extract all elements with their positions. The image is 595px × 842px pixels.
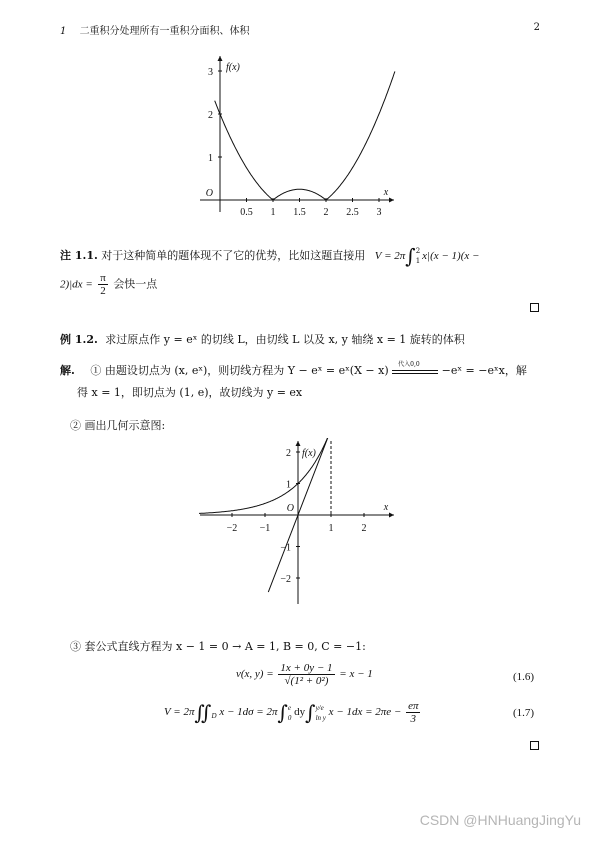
solution-label: 解. xyxy=(60,364,75,377)
section-number: 1 xyxy=(60,26,67,37)
note-formula-a: V = 2π xyxy=(374,250,406,262)
example-1-2 xyxy=(60,331,465,347)
example-text: 求过原点作 y = eˣ 的切线 L，由切线 L 以及 x, y 轴绕 x = 1 旋转的体积 xyxy=(105,333,465,346)
solution-step-1 xyxy=(60,362,527,378)
eq16-rhs: = x − 1 xyxy=(339,668,373,681)
eq17-int2-lower: ln y xyxy=(315,713,326,722)
eq17-int-sub: D xyxy=(211,712,217,721)
exp-tangent-plot xyxy=(198,438,398,606)
plot1-curve xyxy=(215,71,395,200)
eq17-int1-lower: 0 xyxy=(287,713,292,722)
example-label: 例 1.2. xyxy=(60,333,98,346)
eq17-int2-upper: y/e xyxy=(315,703,324,712)
y-tick-label: 1 xyxy=(208,153,213,164)
x-tick-label: 2 xyxy=(323,207,329,217)
x-tick-label: 0.5 xyxy=(240,207,253,217)
eq17-number: (1.7) xyxy=(513,707,535,719)
note-fraction xyxy=(98,272,108,297)
y-axis-arrow xyxy=(296,441,301,446)
y-axis-label: f(x) xyxy=(226,62,240,73)
eq16-lhs: v(x, y) = xyxy=(236,668,274,681)
note-frac-num: π xyxy=(100,272,106,284)
solution-step-3: ③ 套公式直线方程为 x − 1 = 0 → A = 1, B = 0, C = −1: xyxy=(70,640,366,653)
parabola-plot xyxy=(198,52,398,217)
eq16-fraction xyxy=(278,662,334,687)
qed-box-1 xyxy=(530,303,539,312)
integral-sign-2: ∫ xyxy=(305,700,316,725)
eq17-frac-num: eπ xyxy=(408,700,419,712)
x-tick-label: 1.5 xyxy=(293,207,306,217)
x-tick-label: −1 xyxy=(259,523,271,534)
eq17-int1-upper: e xyxy=(287,703,292,712)
eq17-frac-den: 3 xyxy=(410,713,417,725)
integral-sign: ∫ xyxy=(405,244,416,268)
origin-label: O xyxy=(205,188,213,199)
plot1-labels xyxy=(206,62,389,217)
note-1-1 xyxy=(60,244,479,268)
x-tick-label: 2.5 xyxy=(346,207,359,217)
note-label: 注 1.1. xyxy=(60,249,98,262)
eq17-a: V = 2π xyxy=(164,706,195,719)
y-axis-arrow xyxy=(218,56,223,61)
x-tick-label: 3 xyxy=(376,207,382,217)
note-formula-c: 2)|dx = xyxy=(60,278,93,291)
y-tick-label: 2 xyxy=(286,448,291,459)
note-int-lower: 1 xyxy=(415,257,421,265)
y-tick-label: −2 xyxy=(280,574,291,585)
solution-step-2: ② 画出几何示意图: xyxy=(70,419,166,432)
x-axis-label: x xyxy=(383,187,389,198)
eq17-c: dy xyxy=(294,706,306,719)
step1-text-b: −eˣ = −eˣx，解 xyxy=(441,364,527,377)
solution-step-1-line2: 得 x = 1，即切点为 (1, e)，故切线为 y = ex xyxy=(77,386,303,399)
note-text-1: 对于这种简单的题体现不了它的优势，比如这题直接用 xyxy=(101,249,366,262)
running-header xyxy=(60,22,250,37)
origin-label: O xyxy=(286,503,294,514)
y-axis-label: f(x) xyxy=(302,448,316,459)
page-number: 2 xyxy=(533,22,540,33)
note-int-upper: 2 xyxy=(415,247,421,255)
note-text-2: 会快一点 xyxy=(113,277,158,291)
eq17-fraction xyxy=(406,700,420,725)
x-tick-label: −2 xyxy=(226,523,238,534)
note-frac-den: 2 xyxy=(100,285,106,297)
step1-overset-label: 代入0,0 xyxy=(398,361,420,368)
csdn-watermark: CSDN @HNHuangJingYu xyxy=(419,812,581,828)
x-tick-label: 1 xyxy=(328,523,334,534)
x-tick-label: 1 xyxy=(270,207,276,217)
header-title: 二重积分处理所有一重积分面积、体积 xyxy=(79,26,250,37)
y-tick-label: 2 xyxy=(208,110,213,121)
y-tick-label: 1 xyxy=(286,479,291,491)
x-axis-arrow xyxy=(389,198,394,203)
y-tick-label: 3 xyxy=(208,67,213,78)
double-integral-sign: ∬ xyxy=(194,700,212,725)
step1-overset-arrow xyxy=(392,361,438,374)
note-formula-b: x|(x − 1)(x − xyxy=(422,250,480,262)
x-tick-label: 2 xyxy=(361,523,367,534)
note-1-1-line2 xyxy=(60,272,157,297)
integral-sign-1: ∫ xyxy=(277,700,288,725)
parabola-curve xyxy=(215,71,395,200)
step1-text-a: ① 由题设切点为 (x, eˣ)，则切线方程为 Y − eˣ = eˣ(X − x) xyxy=(90,364,389,377)
eq16-den: √(1² + 0²) xyxy=(284,675,329,687)
eq17-d: x − 1dx = 2πe − xyxy=(328,706,402,719)
eq16-number: (1.6) xyxy=(513,671,535,683)
eq16-num: 1x + 0y − 1 xyxy=(280,662,333,674)
equation-1-6 xyxy=(236,662,373,687)
x-axis-arrow xyxy=(389,513,394,518)
eq17-b: x − 1dσ = 2π xyxy=(219,706,278,719)
qed-box-2 xyxy=(530,741,539,750)
y-tick-label: −1 xyxy=(280,542,291,554)
equation-1-7 xyxy=(164,700,422,725)
x-axis-label: x xyxy=(383,502,389,513)
